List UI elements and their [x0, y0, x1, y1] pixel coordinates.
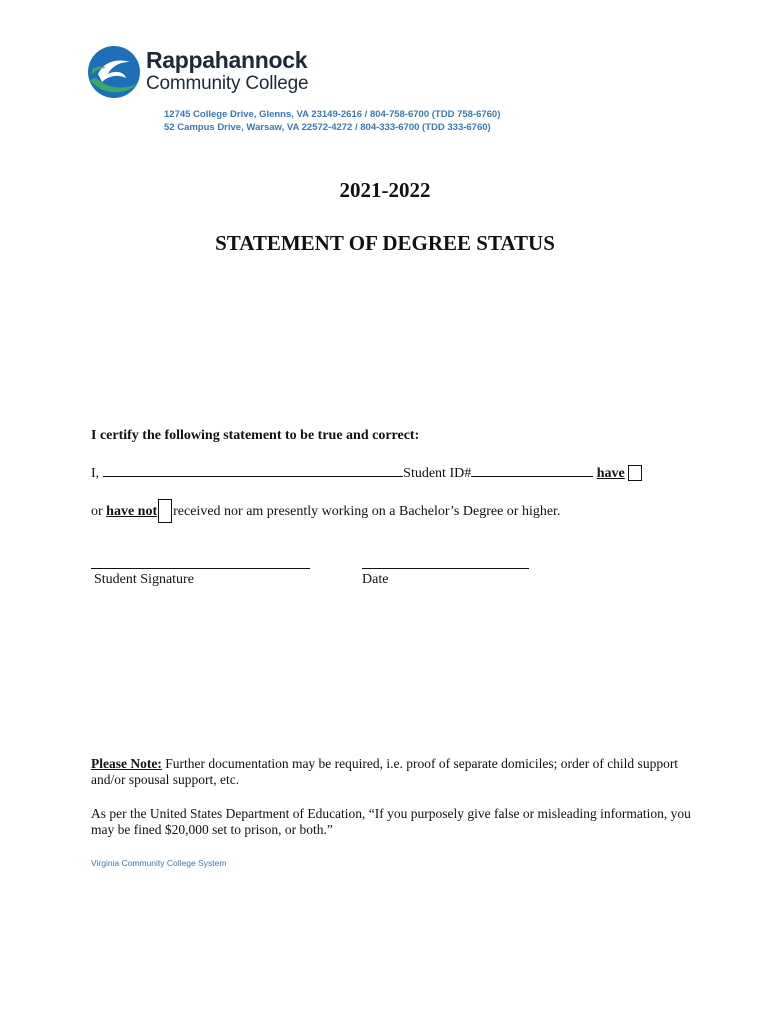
student-id-field[interactable]: [471, 464, 593, 477]
degree-statement-line: [91, 499, 560, 523]
address-line-2: 52 Campus Drive, Warsaw, VA 22572-4272 / 804-333-6700 (TDD 333-6760): [164, 122, 491, 133]
certification-heading: I certify the following statement to be true and correct:: [91, 428, 420, 443]
or-label: or: [91, 504, 103, 519]
please-note-label: Please Note:: [91, 756, 162, 771]
student-signature-field[interactable]: [91, 568, 310, 569]
address-line-1: 12745 College Drive, Glenns, VA 23149-2616 / 804-758-6700 (TDD 758-6760): [164, 109, 501, 120]
date-field[interactable]: [362, 568, 529, 569]
name-prefix: I,: [91, 466, 100, 481]
please-note-paragraph: [91, 756, 691, 788]
footer-text: Virginia Community College System: [91, 858, 227, 868]
logo-name-line-2: Community College: [146, 73, 309, 94]
have-not-label: have not: [106, 504, 158, 519]
have-checkbox[interactable]: [628, 465, 642, 481]
student-signature-label: Student Signature: [94, 572, 194, 587]
document-year: 2021-2022: [339, 178, 431, 202]
student-id-label: Student ID#: [403, 466, 472, 481]
rcc-swoosh-logo-icon: [86, 44, 142, 100]
college-address: [164, 108, 500, 134]
have-not-checkbox[interactable]: [158, 499, 172, 523]
please-note-text: Further documentation may be required, i.e. proof of separate domiciles; order of child support and/or spousal support, etc.: [91, 756, 679, 787]
college-logo: [86, 44, 326, 100]
false-information-warning: As per the United States Department of Education, “If you purposely give false or misleading information, you may be fined $20,000 set to prison, or both.”: [91, 806, 691, 837]
degree-statement: received nor am presently working on a Bachelor’s Degree or higher.: [173, 504, 561, 519]
logo-name-line-1: Rappahannock: [146, 47, 308, 73]
document-title: STATEMENT OF DEGREE STATUS: [215, 231, 555, 255]
have-label: have: [596, 466, 625, 481]
date-label: Date: [362, 572, 389, 587]
student-name-field[interactable]: [103, 464, 403, 477]
name-and-id-line: [91, 464, 642, 482]
